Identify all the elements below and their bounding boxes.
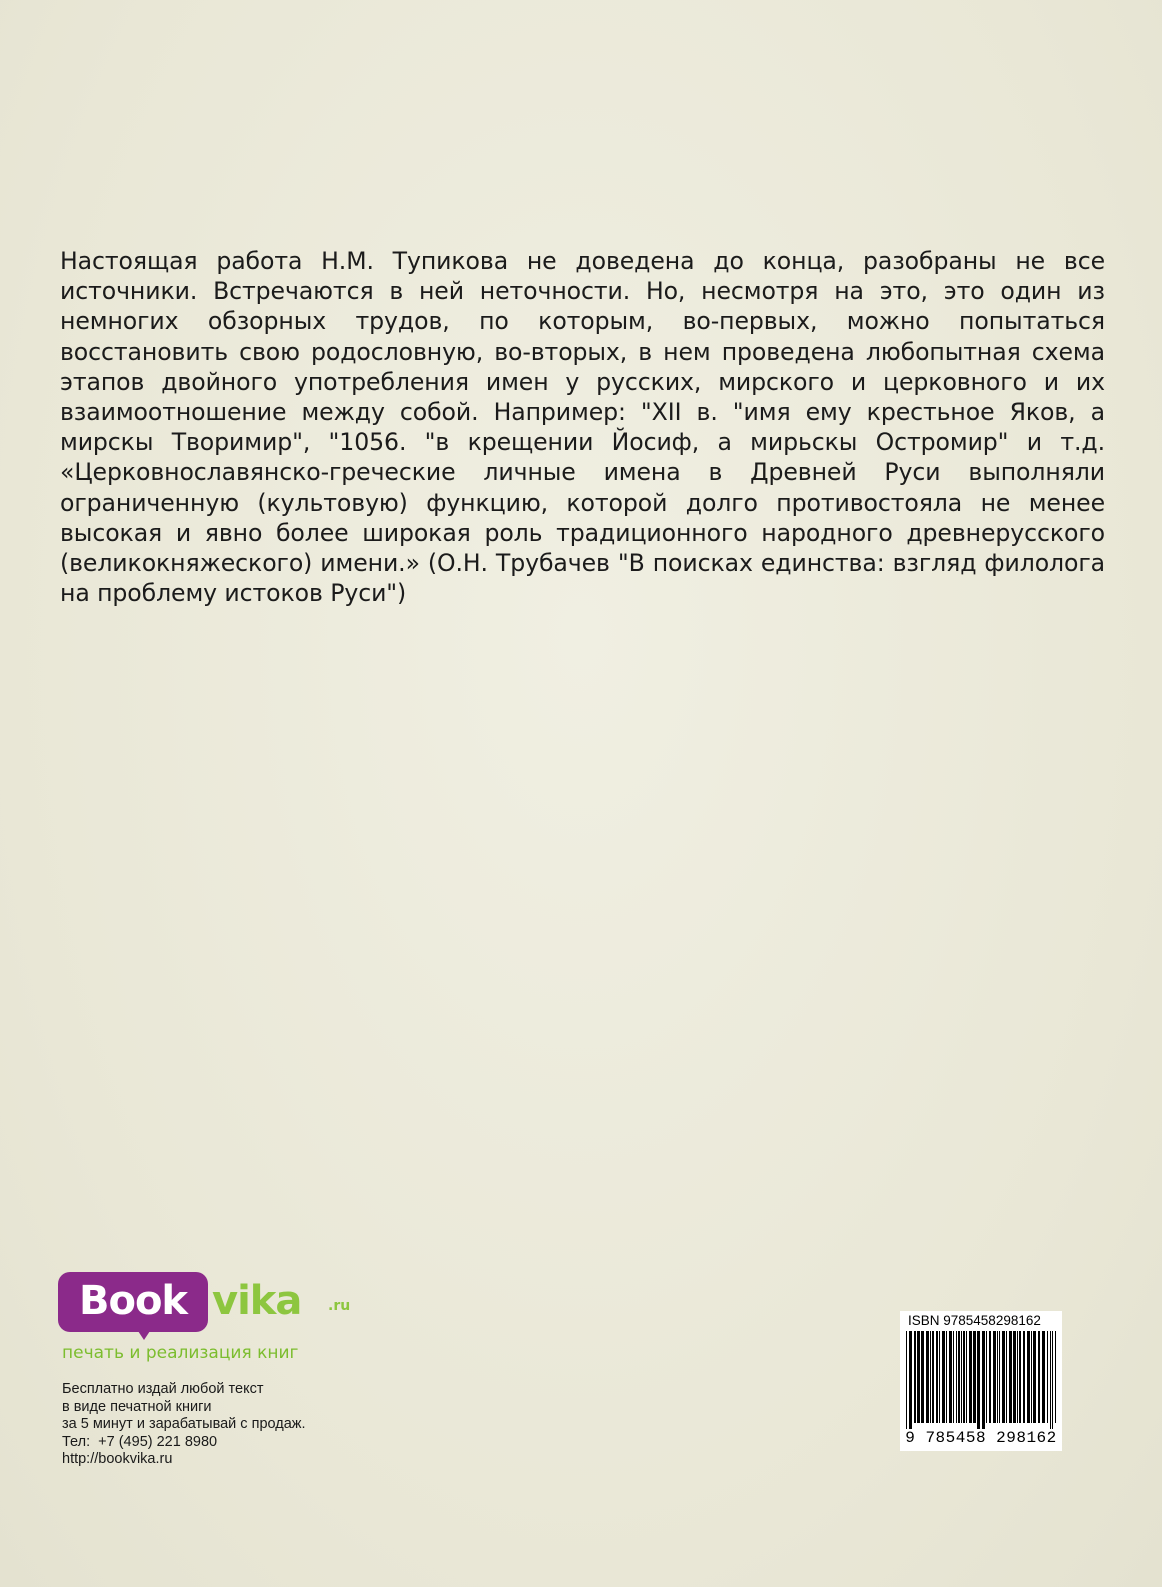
barcode-bar (1038, 1331, 1040, 1423)
barcode-bar (1047, 1331, 1048, 1423)
barcode-bar (921, 1331, 924, 1423)
barcode-bar (930, 1331, 931, 1423)
barcode-bar (1050, 1331, 1051, 1429)
barcode-bar (966, 1331, 967, 1423)
barcode-bars (906, 1331, 1056, 1429)
barcode-bar (1027, 1331, 1030, 1423)
barcode-bar (936, 1331, 938, 1423)
barcode-bar (1055, 1331, 1056, 1423)
barcode-bar (942, 1331, 945, 1423)
barcode-bar (1042, 1331, 1045, 1423)
barcode-bar (1002, 1331, 1005, 1423)
publisher-tagline: печать и реализация книг (62, 1343, 299, 1363)
barcode-bar (1023, 1331, 1025, 1423)
promo-line: Бесплатно издай любой текст (62, 1381, 264, 1397)
promo-url: http://bookvika.ru (62, 1451, 173, 1467)
barcode-bar (993, 1331, 996, 1423)
barcode-bar (989, 1331, 991, 1423)
barcode-bar (926, 1331, 929, 1423)
barcode-bar (909, 1331, 912, 1429)
barcode-bar (956, 1331, 957, 1423)
barcode-bar (999, 1331, 1000, 1423)
promo-phone: Тел: +7 (495) 221 8980 (62, 1433, 218, 1450)
promo-line: в виде печатной книги (62, 1398, 212, 1415)
barcode-bar (1017, 1331, 1018, 1423)
barcode-bar (932, 1331, 934, 1423)
publisher-logo (58, 1272, 351, 1363)
barcode-bar (973, 1331, 976, 1423)
isbn-digits: 9 785458 298162 (905, 1429, 1057, 1447)
barcode-bar (1052, 1331, 1053, 1429)
barcode-bar (969, 1331, 972, 1423)
logo-book-badge: Book (58, 1272, 208, 1332)
barcode-bar (1013, 1331, 1016, 1423)
barcode-bar (949, 1331, 952, 1423)
barcode-bar (982, 1331, 985, 1429)
barcode-bar (958, 1331, 960, 1423)
promo-line: за 5 минут и зарабатывай с продаж. (62, 1416, 306, 1432)
barcode-bar (1009, 1331, 1012, 1423)
barcode-bar (1019, 1331, 1021, 1423)
barcode-bar (1006, 1331, 1007, 1423)
barcode-bar (986, 1331, 987, 1423)
barcode-bar (906, 1331, 907, 1429)
barcode-bar (914, 1331, 916, 1423)
barcode-bar (917, 1331, 920, 1423)
barcode-bar (1031, 1331, 1032, 1423)
barcode-bar (963, 1331, 965, 1423)
isbn-barcode (900, 1311, 1062, 1451)
barcode-bar (1033, 1331, 1036, 1423)
barcode-bar (977, 1331, 980, 1429)
barcode-bar (997, 1331, 998, 1423)
logo-speech-tail (136, 1328, 152, 1340)
publisher-promo (62, 1381, 306, 1469)
barcode-bar (961, 1331, 962, 1423)
book-description (60, 246, 1105, 608)
isbn-label: ISBN 9785458298162 (908, 1313, 1041, 1328)
logo-vika-text: vika (212, 1278, 302, 1324)
logo-domain-text: .ru (328, 1298, 351, 1314)
barcode-bar (946, 1331, 947, 1423)
description-text: Настоящая работа Н.М. Тупикова не доведена до конца, разобраны не все источники. Встречаются в ней неточности. Но, несмотря на это, это один из немногих обзорных трудов, по которым, во-первых, можно попытаться восстановить свою родословную, во-вторых, в нем проведена любопытная схема этапов двойного употребления имен у русских, мирского и церковного и их взаимоотношение между собой. Например: "XII в. "имя ему крестьное Яков, а мирскы Творимир", "1056. "в крещении Йосиф, а мирьскы Остромир" и т.д. «Церковнославянско-греческие личные имена в Древней Руси выполняли ограниченную (культовую) функцию, которой долго противостояла не менее высокая и явно более широкая роль традиционного народного древнерусского (великокняжеского) имени.» (О.Н. Трубачев "В поисках единства: взгляд филолога на проблему истоков Руси") (60, 247, 1105, 608)
barcode-bar (953, 1331, 954, 1423)
barcode-bar (939, 1331, 940, 1423)
